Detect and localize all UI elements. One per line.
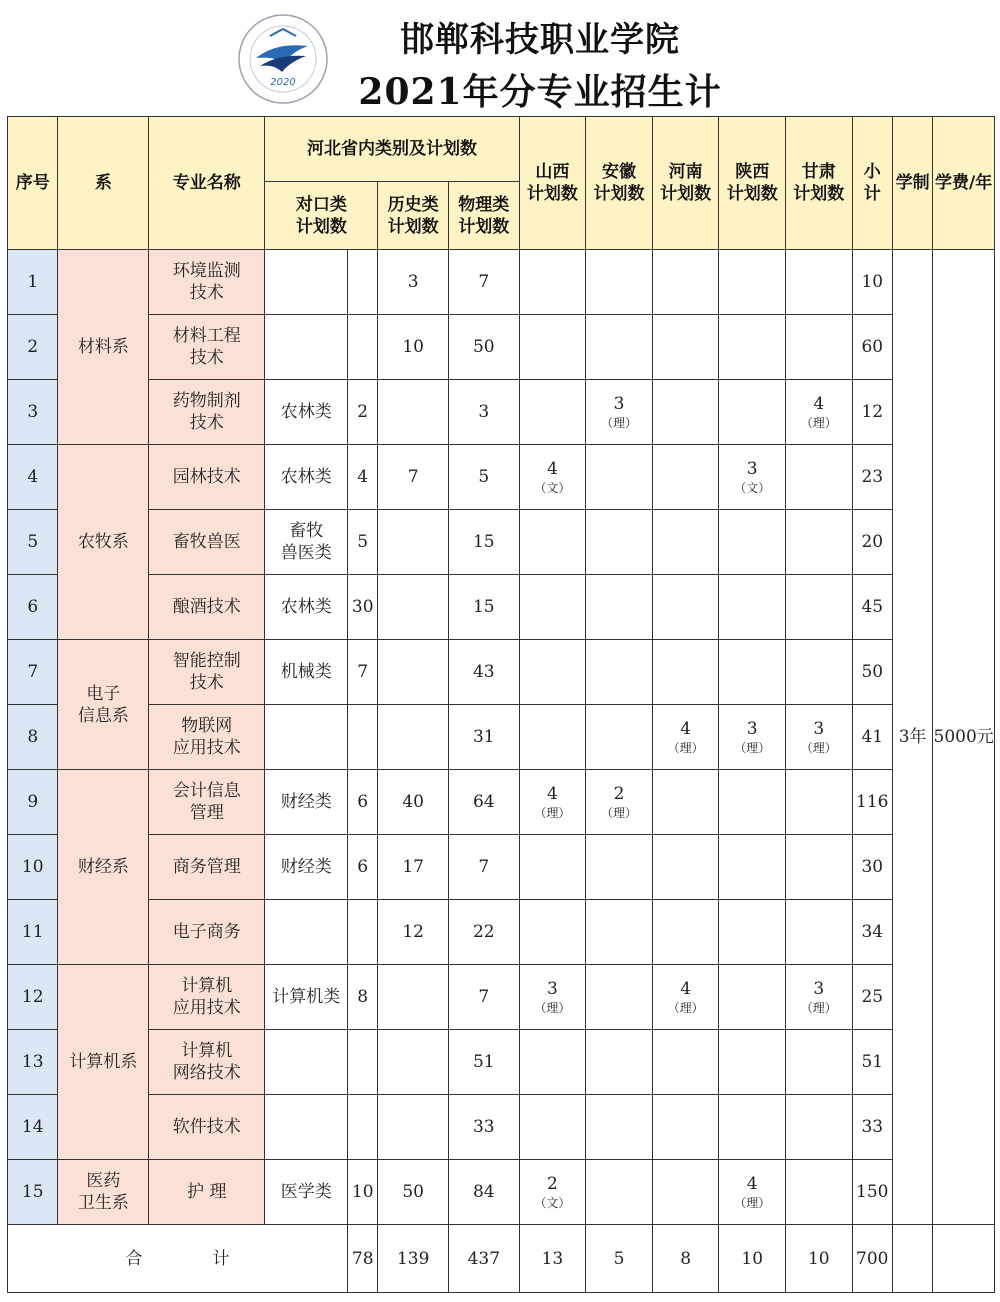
duikou-count: 10 [348,1160,378,1225]
table-row [8,965,995,1030]
dept-name: 材料系 [58,250,149,445]
shanxi-count [519,640,586,705]
header-fee: 学费/年 [933,117,995,250]
subtotal: 41 [852,705,892,770]
subtotal: 34 [852,900,892,965]
page-title: 2021年分专业招生计 [358,71,722,113]
gansu-count: 3 （理） [786,965,853,1030]
major-name: 物联网 应用技术 [149,705,265,770]
shanxi-count [519,1095,586,1160]
duikou-type [265,250,348,315]
subtotal: 20 [852,510,892,575]
subtotal: 10 [852,250,892,315]
table-row [8,1095,995,1160]
anhui-count [586,835,653,900]
shaanxi-count [719,575,786,640]
duration: 3年 [892,250,932,1225]
row-no: 4 [8,445,58,510]
table-row [8,1030,995,1095]
henan-count [652,640,719,705]
duikou-type [265,315,348,380]
physics-count: 7 [448,965,519,1030]
subtotal: 150 [852,1160,892,1225]
header-duikou: 对口类 计划数 [265,182,378,250]
major-name: 畜牧兽医 [149,510,265,575]
anhui-count [586,445,653,510]
duikou-count: 2 [348,380,378,445]
duikou-type [265,705,348,770]
history-count [378,380,449,445]
header-shanxi: 山西 计划数 [519,117,586,250]
dept-name: 财经系 [58,770,149,965]
duikou-type [265,900,348,965]
major-name: 酿酒技术 [149,575,265,640]
major-name: 电子商务 [149,900,265,965]
gansu-count [786,445,853,510]
anhui-count: 3 （理） [586,380,653,445]
history-count: 10 [378,315,449,380]
shanxi-count [519,380,586,445]
henan-count [652,1030,719,1095]
physics-count: 7 [448,835,519,900]
shanxi-count: 2 （文） [519,1160,586,1225]
shaanxi-count: 4 （理） [719,1160,786,1225]
physics-count: 15 [448,510,519,575]
subtotal: 12 [852,380,892,445]
enrollment-plan-table [7,116,995,1293]
major-name: 会计信息 管理 [149,770,265,835]
gansu-count [786,1160,853,1225]
header-duration: 学制 [892,117,932,250]
header-henan: 河南 计划数 [652,117,719,250]
physics-count: 51 [448,1030,519,1095]
table-row [8,705,995,770]
header-subtotal: 小 计 [852,117,892,250]
row-no: 7 [8,640,58,705]
table-row [8,575,995,640]
major-name: 商务管理 [149,835,265,900]
major-name: 药物制剂 技术 [149,380,265,445]
total-shanxi: 13 [519,1225,586,1293]
anhui-count [586,965,653,1030]
shaanxi-count [719,900,786,965]
duikou-count [348,705,378,770]
physics-count: 15 [448,575,519,640]
history-count [378,1030,449,1095]
fee: 5000元 [933,250,995,1225]
physics-count: 31 [448,705,519,770]
row-no: 10 [8,835,58,900]
physics-count: 43 [448,640,519,705]
subtotal: 116 [852,770,892,835]
shanxi-count [519,1030,586,1095]
table-row [8,315,995,380]
row-no: 1 [8,250,58,315]
row-no: 8 [8,705,58,770]
shaanxi-count: 3 （文） [719,445,786,510]
duikou-type: 计算机类 [265,965,348,1030]
shaanxi-count: 3 （理） [719,705,786,770]
row-no: 11 [8,900,58,965]
shaanxi-count [719,965,786,1030]
henan-count [652,1095,719,1160]
row-no: 6 [8,575,58,640]
total-subtotal: 700 [852,1225,892,1293]
header-physics: 物理类 计划数 [448,182,519,250]
history-count [378,575,449,640]
dept-name: 医药 卫生系 [58,1160,149,1225]
duikou-count [348,1095,378,1160]
history-count: 12 [378,900,449,965]
shanxi-count [519,315,586,380]
anhui-count [586,900,653,965]
henan-count [652,900,719,965]
duikou-count: 6 [348,835,378,900]
duikou-count [348,1030,378,1095]
duikou-type: 农林类 [265,445,348,510]
duikou-type: 财经类 [265,835,348,900]
row-no: 12 [8,965,58,1030]
duikou-type: 机械类 [265,640,348,705]
physics-count: 33 [448,1095,519,1160]
duikou-count: 5 [348,510,378,575]
subtotal: 51 [852,1030,892,1095]
shaanxi-count [719,315,786,380]
total-label: 合 计 [8,1225,348,1293]
anhui-count [586,575,653,640]
history-count [378,510,449,575]
shaanxi-count [719,510,786,575]
shaanxi-count [719,640,786,705]
henan-count [652,835,719,900]
subtotal: 50 [852,640,892,705]
table-row [8,835,995,900]
duikou-count: 8 [348,965,378,1030]
gansu-count [786,1095,853,1160]
history-count [378,1095,449,1160]
duikou-count: 7 [348,640,378,705]
shanxi-count [519,835,586,900]
physics-count: 7 [448,250,519,315]
total-physics: 437 [448,1225,519,1293]
total-gansu: 10 [786,1225,853,1293]
history-count: 40 [378,770,449,835]
row-no: 5 [8,510,58,575]
table-row [8,510,995,575]
henan-count [652,380,719,445]
header-history: 历史类 计划数 [378,182,449,250]
shanxi-count: 4 （理） [519,770,586,835]
subtotal: 33 [852,1095,892,1160]
shaanxi-count [719,1095,786,1160]
duikou-type: 农林类 [265,575,348,640]
gansu-count: 4 （理） [786,380,853,445]
header-hebei: 河北省内类别及计划数 [265,117,519,182]
header-major: 专业名称 [149,117,265,250]
dept-name: 计算机系 [58,965,149,1160]
shanxi-count [519,510,586,575]
table-row [8,445,995,510]
total-henan: 8 [652,1225,719,1293]
duikou-count [348,315,378,380]
subtotal: 25 [852,965,892,1030]
history-count: 3 [378,250,449,315]
dept-name: 电子 信息系 [58,640,149,770]
duikou-type: 畜牧 兽医类 [265,510,348,575]
major-name: 软件技术 [149,1095,265,1160]
anhui-count [586,1095,653,1160]
duikou-count: 4 [348,445,378,510]
shaanxi-count [719,250,786,315]
henan-count [652,315,719,380]
anhui-count [586,315,653,380]
total-fee [933,1225,995,1293]
total-row [8,1225,995,1293]
shanxi-count: 3 （理） [519,965,586,1030]
subtotal: 23 [852,445,892,510]
henan-count [652,445,719,510]
anhui-count [586,1030,653,1095]
row-no: 3 [8,380,58,445]
table-row [8,640,995,705]
total-dk-num: 78 [348,1225,378,1293]
major-name: 计算机 网络技术 [149,1030,265,1095]
total-duration [892,1225,932,1293]
major-name: 材料工程 技术 [149,315,265,380]
table-row [8,380,995,445]
gansu-count [786,640,853,705]
anhui-count [586,705,653,770]
dept-name: 农牧系 [58,445,149,640]
physics-count: 5 [448,445,519,510]
header-anhui: 安徽 计划数 [586,117,653,250]
gansu-count [786,250,853,315]
major-name: 环境监测 技术 [149,250,265,315]
row-no: 14 [8,1095,58,1160]
duikou-count [348,250,378,315]
header-dept: 系 [58,117,149,250]
header-row-1 [8,117,995,182]
shaanxi-count [719,835,786,900]
shanxi-count [519,250,586,315]
table-row [8,770,995,835]
duikou-type [265,1030,348,1095]
gansu-count [786,770,853,835]
history-count: 7 [378,445,449,510]
total-anhui: 5 [586,1225,653,1293]
duikou-count: 30 [348,575,378,640]
total-history: 139 [378,1225,449,1293]
history-count: 50 [378,1160,449,1225]
anhui-count [586,250,653,315]
gansu-count [786,1030,853,1095]
gansu-count: 3 （理） [786,705,853,770]
henan-count [652,770,719,835]
header-no: 序号 [8,117,58,250]
row-no: 2 [8,315,58,380]
header-gansu: 甘肃 计划数 [786,117,853,250]
shanxi-count [519,575,586,640]
header-shaanxi: 陕西 计划数 [719,117,786,250]
gansu-count [786,835,853,900]
henan-count: 4 （理） [652,705,719,770]
duikou-type [265,1095,348,1160]
row-no: 9 [8,770,58,835]
henan-count [652,1160,719,1225]
duikou-count: 6 [348,770,378,835]
physics-count: 22 [448,900,519,965]
anhui-count [586,640,653,705]
physics-count: 3 [448,380,519,445]
gansu-count [786,575,853,640]
gansu-count [786,315,853,380]
shaanxi-count [719,770,786,835]
henan-count [652,575,719,640]
major-name: 护 理 [149,1160,265,1225]
henan-count [652,510,719,575]
gansu-count [786,510,853,575]
shaanxi-count [719,1030,786,1095]
history-count [378,640,449,705]
duikou-type: 医学类 [265,1160,348,1225]
shanxi-count [519,900,586,965]
physics-count: 84 [448,1160,519,1225]
major-name: 园林技术 [149,445,265,510]
duikou-type: 农林类 [265,380,348,445]
duikou-count [348,900,378,965]
anhui-count [586,1160,653,1225]
subtotal: 30 [852,835,892,900]
major-name: 智能控制 技术 [149,640,265,705]
table-row [8,1160,995,1225]
anhui-count: 2 （理） [586,770,653,835]
subtotal: 60 [852,315,892,380]
school-logo [236,12,330,106]
history-count [378,705,449,770]
school-logo-icon [236,12,330,106]
total-shaanxi: 10 [719,1225,786,1293]
duikou-type: 财经类 [265,770,348,835]
row-no: 13 [8,1030,58,1095]
henan-count [652,250,719,315]
major-name: 计算机 应用技术 [149,965,265,1030]
physics-count: 50 [448,315,519,380]
shanxi-count: 4 （文） [519,445,586,510]
table-row [8,900,995,965]
henan-count: 4 （理） [652,965,719,1030]
table-row [8,250,995,315]
gansu-count [786,900,853,965]
shaanxi-count [719,380,786,445]
anhui-count [586,510,653,575]
subtotal: 45 [852,575,892,640]
history-count: 17 [378,835,449,900]
school-name: 邯郸科技职业学院 [400,20,680,60]
physics-count: 64 [448,770,519,835]
row-no: 15 [8,1160,58,1225]
history-count [378,965,449,1030]
shanxi-count [519,705,586,770]
svg-text:2020: 2020 [270,77,296,88]
